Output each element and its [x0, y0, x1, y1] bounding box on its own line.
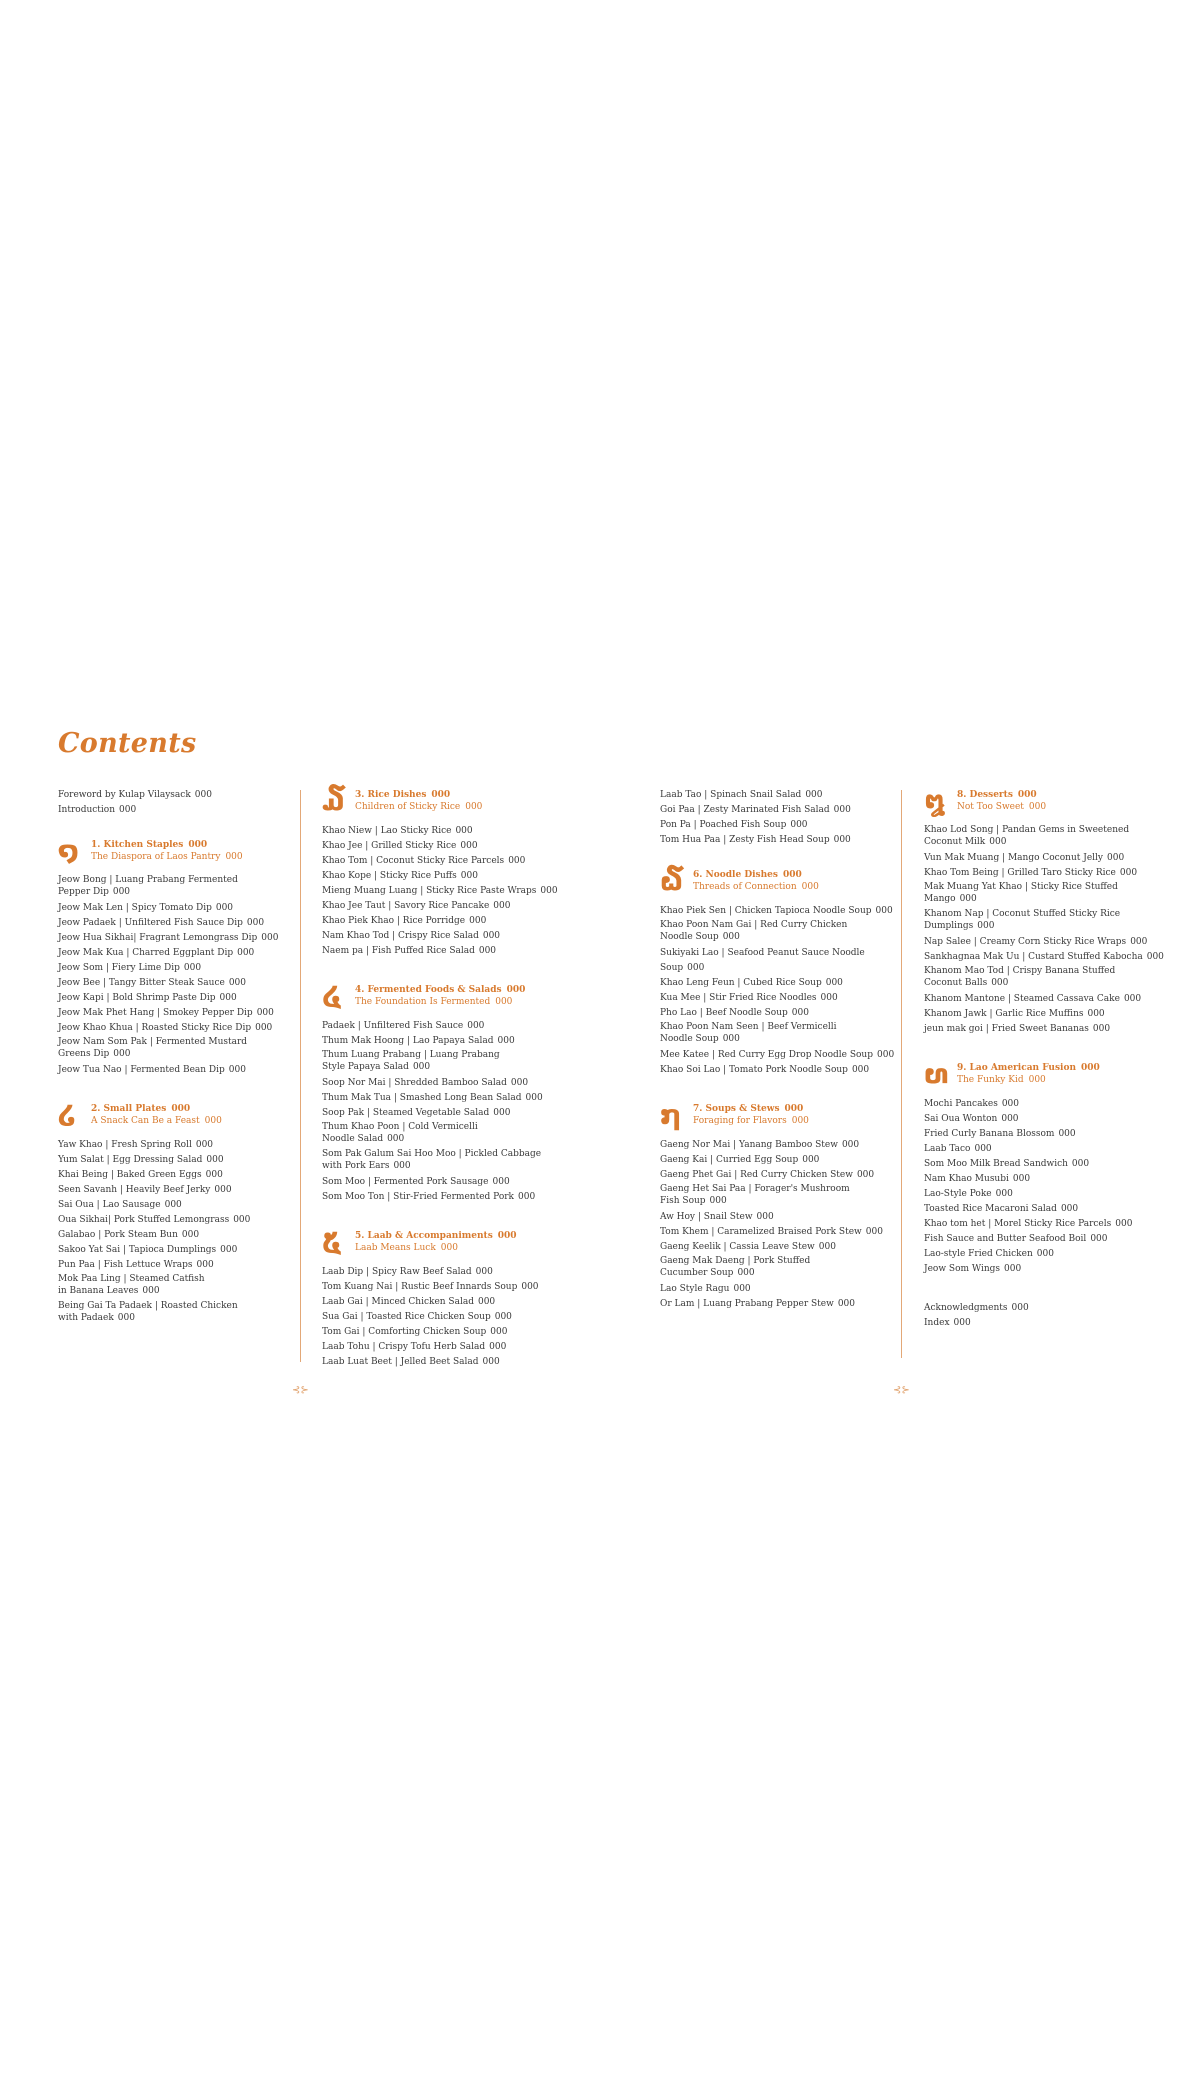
section-subtitle: Children of Sticky Rice 000: [355, 802, 483, 812]
contents-column-1: [58, 788, 280, 1327]
toc-entry[interactable]: Sua Gai | Toasted Rice Chicken Soup 000: [322, 1312, 512, 1322]
toc-entry[interactable]: Tom Gai | Comforting Chicken Soup 000: [322, 1327, 508, 1337]
ornament-icon: ⊰⊱: [893, 1385, 910, 1396]
toc-entry[interactable]: Galabao | Pork Steam Bun 000: [58, 1230, 200, 1240]
section-heading[interactable]: [322, 788, 562, 816]
toc-entry[interactable]: Jeow Bong | Luang Prabang Fermented Pepper Dip 000: [58, 875, 238, 897]
toc-entry[interactable]: Jeow Som | Fiery Lime Dip 000: [58, 963, 202, 973]
toc-entry[interactable]: Jeow Tua Nao | Fermented Bean Dip 000: [58, 1065, 246, 1075]
toc-entry[interactable]: Padaek | Unfiltered Fish Sauce 000: [322, 1021, 485, 1031]
toc-entry[interactable]: Sai Oua Wonton 000: [924, 1114, 1019, 1124]
back-matter-list: [924, 1301, 1164, 1331]
section-title: 8. Desserts 000: [957, 790, 1037, 800]
toc-entry[interactable]: Jeow Hua Sikhai| Fragrant Lemongrass Dip 000: [58, 933, 279, 943]
toc-entry[interactable]: Gaeng Mak Daeng | Pork Stuffed Cucumber Soup 000: [660, 1256, 811, 1278]
toc-entry[interactable]: Thum Luang Prabang | Luang Prabang Style Papaya Salad 000: [322, 1050, 500, 1072]
section-subtitle: A Snack Can Be a Feast 000: [91, 1116, 222, 1126]
toc-entry[interactable]: Foreword by Kulap Vilaysack 000: [58, 790, 212, 800]
toc-entry[interactable]: Lao Style Ragu 000: [660, 1284, 751, 1294]
section-heading[interactable]: [660, 868, 900, 896]
toc-entry[interactable]: Lao-style Fried Chicken 000: [924, 1249, 1054, 1259]
lao-numeral-icon: ໗: [660, 1100, 682, 1131]
toc-entry[interactable]: Mochi Pancakes 000: [924, 1099, 1020, 1109]
toc-entry[interactable]: Jeow Mak Phet Hang | Smokey Pepper Dip 000: [58, 1008, 274, 1018]
toc-entry[interactable]: Khao Poon Nam Gai | Red Curry Chicken Noodle Soup 000: [660, 920, 848, 942]
toc-entry[interactable]: Khao Kope | Sticky Rice Puffs 000: [322, 871, 478, 881]
toc-entry[interactable]: Fish Sauce and Butter Seafood Boil 000: [924, 1234, 1108, 1244]
section-heading[interactable]: [322, 1229, 562, 1257]
toc-entry[interactable]: Kua Mee | Stir Fried Rice Noodles 000: [660, 993, 838, 1003]
toc-entry[interactable]: Laab Gai | Minced Chicken Salad 000: [322, 1297, 496, 1307]
section-subtitle: The Diaspora of Laos Pantry 000: [91, 852, 243, 862]
section-title: 3. Rice Dishes 000: [355, 790, 451, 800]
toc-entry[interactable]: Khai Being | Baked Green Eggs 000: [58, 1170, 223, 1180]
section-heading[interactable]: [58, 1102, 280, 1130]
toc-entry[interactable]: Fried Curly Banana Blossom 000: [924, 1129, 1076, 1139]
column-divider-right: [901, 790, 902, 1358]
section-heading[interactable]: [660, 1102, 900, 1130]
toc-entry[interactable]: Khanom Mao Tod | Crispy Banana Stuffed Coconut Balls 000: [924, 966, 1116, 988]
toc-entry[interactable]: Som Moo | Fermented Pork Sausage 000: [322, 1177, 510, 1187]
section-rice-dishes: [322, 788, 562, 959]
toc-entry[interactable]: Mok Paa Ling | Steamed Catfish in Banana Leaves 000: [58, 1274, 205, 1296]
toc-entry[interactable]: Gaeng Keelik | Cassia Leave Stew 000: [660, 1242, 836, 1252]
section-subtitle: Threads of Connection 000: [693, 882, 819, 892]
toc-entry[interactable]: Oua Sikhai| Pork Stuffed Lemongrass 000: [58, 1215, 251, 1225]
section-subtitle: Foraging for Flavors 000: [693, 1116, 809, 1126]
toc-entry[interactable]: Goi Paa | Zesty Marinated Fish Salad 000: [660, 805, 851, 815]
toc-entry[interactable]: Khao Jee Taut | Savory Rice Pancake 000: [322, 901, 511, 911]
toc-entry[interactable]: Yum Salat | Egg Dressing Salad 000: [58, 1155, 224, 1165]
toc-entry[interactable]: Jeow Mak Kua | Charred Eggplant Dip 000: [58, 948, 255, 958]
toc-entry[interactable]: Laab Dip | Spicy Raw Beef Salad 000: [322, 1267, 493, 1277]
toc-entry[interactable]: Aw Hoy | Snail Stew 000: [660, 1212, 774, 1222]
section-heading[interactable]: [58, 838, 280, 866]
section-heading[interactable]: [924, 1061, 1164, 1089]
toc-entry[interactable]: Sai Oua | Lao Sausage 000: [58, 1200, 182, 1210]
toc-entry[interactable]: Index 000: [924, 1318, 971, 1328]
toc-entry[interactable]: Khanom Nap | Coconut Stuffed Sticky Rice Dumplings 000: [924, 909, 1121, 931]
column-divider-left: [300, 790, 301, 1362]
section-subtitle: The Foundation Is Fermented 000: [355, 997, 513, 1007]
toc-entry[interactable]: Gaeng Phet Gai | Red Curry Chicken Stew 000: [660, 1170, 875, 1180]
toc-entry[interactable]: Yaw Khao | Fresh Spring Roll 000: [58, 1140, 214, 1150]
toc-entry[interactable]: Khao Tom | Coconut Sticky Rice Parcels 000: [322, 856, 526, 866]
toc-entry[interactable]: Seen Savanh | Heavily Beef Jerky 000: [58, 1185, 232, 1195]
section-kitchen-staples: [58, 838, 280, 1078]
toc-entry[interactable]: Sankhagnaa Mak Uu | Custard Stuffed Kabocha 000: [924, 952, 1164, 962]
toc-entry[interactable]: Nam Khao Tod | Crispy Rice Salad 000: [322, 931, 501, 941]
section-noodle-dishes: [660, 868, 900, 1078]
toc-entry[interactable]: Tom Hua Paa | Zesty Fish Head Soup 000: [660, 835, 851, 845]
front-matter-list: [58, 788, 280, 818]
toc-entry[interactable]: Jeow Nam Som Pak | Fermented Mustard Greens Dip 000: [58, 1037, 248, 1059]
section-fermented-foods: [322, 983, 562, 1205]
toc-entry[interactable]: Khanom Mantone | Steamed Cassava Cake 000: [924, 994, 1142, 1004]
toc-entry[interactable]: Nam Khao Musubi 000: [924, 1174, 1031, 1184]
toc-entry[interactable]: Nap Salee | Creamy Corn Sticky Rice Wraps 000: [924, 937, 1148, 947]
lao-numeral-icon: ໖: [660, 866, 683, 897]
section-title: 4. Fermented Foods & Salads 000: [355, 985, 526, 995]
toc-entry[interactable]: Khao Piek Sen | Chicken Tapioca Noodle Soup 000: [660, 906, 893, 916]
toc-entry[interactable]: Khao tom het | Morel Sticky Rice Parcels 000: [924, 1219, 1133, 1229]
toc-entry[interactable]: Pun Paa | Fish Lettuce Wraps 000: [58, 1260, 214, 1270]
toc-entry[interactable]: Mak Muang Yat Khao | Sticky Rice Stuffed Mango 000: [924, 882, 1118, 904]
lao-numeral-icon: ໕: [322, 1227, 342, 1258]
lao-numeral-icon: ໔: [322, 981, 342, 1012]
toc-entry[interactable]: Som Moo Ton | Stir-Fried Fermented Pork 000: [322, 1192, 536, 1202]
toc-entry[interactable]: Khao Lod Song | Pandan Gems in Sweetened Coconut Milk 000: [924, 825, 1130, 847]
ornament-icon: ⊰⊱: [292, 1385, 309, 1396]
toc-entry[interactable]: Jeow Khao Khua | Roasted Sticky Rice Dip 000: [58, 1023, 273, 1033]
toc-entry[interactable]: Pon Pa | Poached Fish Soup 000: [660, 820, 808, 830]
toc-entry[interactable]: Being Gai Ta Padaek | Roasted Chicken with Padaek 000: [58, 1301, 238, 1323]
toc-entry[interactable]: Thum Mak Tua | Smashed Long Bean Salad 000: [322, 1093, 543, 1103]
toc-entry[interactable]: Vun Mak Muang | Mango Coconut Jelly 000: [924, 853, 1125, 863]
toc-entry[interactable]: Sukiyaki Lao | Seafood Peanut Sauce Noodle Soup 000: [660, 948, 865, 973]
toc-entry[interactable]: Khao Soi Lao | Tomato Pork Noodle Soup 000: [660, 1065, 870, 1075]
toc-entry[interactable]: Toasted Rice Macaroni Salad 000: [924, 1204, 1079, 1214]
page-title: Contents: [58, 728, 197, 759]
toc-entry[interactable]: Pho Lao | Beef Noodle Soup 000: [660, 1008, 809, 1018]
section-subtitle: Not Too Sweet 000: [957, 802, 1047, 812]
section-title: 6. Noodle Dishes 000: [693, 870, 802, 880]
toc-entry[interactable]: Gaeng Kai | Curried Egg Soup 000: [660, 1155, 820, 1165]
toc-entry[interactable]: Jeow Bee | Tangy Bitter Steak Sauce 000: [58, 978, 246, 988]
section-title: 9. Lao American Fusion 000: [957, 1063, 1100, 1073]
toc-entry[interactable]: Khao Tom Being | Grilled Taro Sticky Rice 000: [924, 868, 1138, 878]
toc-entry[interactable]: Laab Tao | Spinach Snail Salad 000: [660, 790, 823, 800]
section-desserts: [924, 788, 1164, 1037]
lao-numeral-icon: ໒: [58, 1100, 77, 1131]
section-title: 5. Laab & Accompaniments 000: [355, 1231, 517, 1241]
section-small-plates: [58, 1102, 280, 1324]
lao-numeral-icon: ໙: [924, 1059, 949, 1090]
toc-entry[interactable]: Jeow Som Wings 000: [924, 1264, 1022, 1274]
lao-numeral-icon: ໓: [322, 786, 345, 817]
toc-entry[interactable]: Thum Khao Poon | Cold Vermicelli Noodle Salad 000: [322, 1122, 478, 1144]
toc-entry[interactable]: Laab Tohu | Crispy Tofu Herb Salad 000: [322, 1342, 507, 1352]
toc-entry[interactable]: Gaeng Het Sai Paa | Forager's Mushroom Fish Soup 000: [660, 1184, 850, 1206]
toc-entry[interactable]: Khao Niew | Lao Sticky Rice 000: [322, 826, 473, 836]
section-laab: [322, 1229, 562, 1370]
toc-entry[interactable]: Khao Jee | Grilled Sticky Rice 000: [322, 841, 478, 851]
section-subtitle: The Funky Kid 000: [957, 1075, 1046, 1085]
toc-entry[interactable]: Jeow Padaek | Unfiltered Fish Sauce Dip 000: [58, 918, 265, 928]
section-heading[interactable]: [322, 983, 562, 1011]
contents-column-2: [322, 788, 562, 1370]
toc-entry[interactable]: Khao Piek Khao | Rice Porridge 000: [322, 916, 487, 926]
toc-entry[interactable]: Mieng Muang Luang | Sticky Rice Paste Wraps 000: [322, 886, 558, 896]
toc-entry[interactable]: Tom Kuang Nai | Rustic Beef Innards Soup 000: [322, 1282, 539, 1292]
toc-entry[interactable]: Introduction 000: [58, 805, 137, 815]
toc-entry[interactable]: Khao Leng Feun | Cubed Rice Soup 000: [660, 978, 843, 988]
section-heading[interactable]: [924, 788, 1164, 816]
toc-entry[interactable]: Tom Khem | Caramelized Braised Pork Stew 000: [660, 1227, 883, 1237]
toc-entry[interactable]: Khao Poon Nam Seen | Beef Vermicelli Noodle Soup 000: [660, 1022, 837, 1044]
toc-entry[interactable]: Naem pa | Fish Puffed Rice Salad 000: [322, 946, 497, 956]
toc-entry[interactable]: Jeow Mak Len | Spicy Tomato Dip 000: [58, 903, 234, 913]
toc-entry[interactable]: Thum Mak Hoong | Lao Papaya Salad 000: [322, 1036, 515, 1046]
section-laab-continued: [660, 788, 900, 848]
toc-entry[interactable]: Khanom Jawk | Garlic Rice Muffins 000: [924, 1009, 1105, 1019]
lao-numeral-icon: ໑: [58, 836, 79, 867]
toc-entry[interactable]: Lao-Style Poke 000: [924, 1189, 1013, 1199]
toc-entry[interactable]: Som Moo Milk Bread Sandwich 000: [924, 1159, 1090, 1169]
toc-entry[interactable]: Acknowledgments 000: [924, 1303, 1029, 1313]
lao-numeral-icon: ໘: [924, 786, 945, 817]
section-title: 1. Kitchen Staples 000: [91, 840, 208, 850]
section-subtitle: Laab Means Luck 000: [355, 1243, 458, 1253]
contents-column-4: [924, 788, 1164, 1331]
toc-entry[interactable]: Som Pak Galum Sai Hoo Moo | Pickled Cabbage with Pork Ears 000: [322, 1149, 542, 1171]
toc-entry[interactable]: Laab Taco 000: [924, 1144, 992, 1154]
toc-entry[interactable]: Laab Luat Beet | Jelled Beet Salad 000: [322, 1357, 500, 1367]
toc-entry[interactable]: Or Lam | Luang Prabang Pepper Stew 000: [660, 1299, 855, 1309]
toc-entry[interactable]: Sakoo Yat Sai | Tapioca Dumplings 000: [58, 1245, 238, 1255]
contents-column-3: [660, 788, 900, 1312]
toc-entry[interactable]: Jeow Kapi | Bold Shrimp Paste Dip 000: [58, 993, 237, 1003]
section-lao-american-fusion: [924, 1061, 1164, 1277]
toc-entry[interactable]: jeun mak goi | Fried Sweet Bananas 000: [924, 1024, 1111, 1034]
toc-entry[interactable]: Mee Katee | Red Curry Egg Drop Noodle Soup 000: [660, 1050, 895, 1060]
toc-entry[interactable]: Gaeng Nor Mai | Yanang Bamboo Stew 000: [660, 1140, 860, 1150]
toc-entry[interactable]: Soop Pak | Steamed Vegetable Salad 000: [322, 1108, 511, 1118]
section-title: 7. Soups & Stews 000: [693, 1104, 804, 1114]
section-title: 2. Small Plates 000: [91, 1104, 191, 1114]
toc-entry[interactable]: Soop Nor Mai | Shredded Bamboo Salad 000: [322, 1078, 529, 1088]
section-soups-stews: [660, 1102, 900, 1312]
